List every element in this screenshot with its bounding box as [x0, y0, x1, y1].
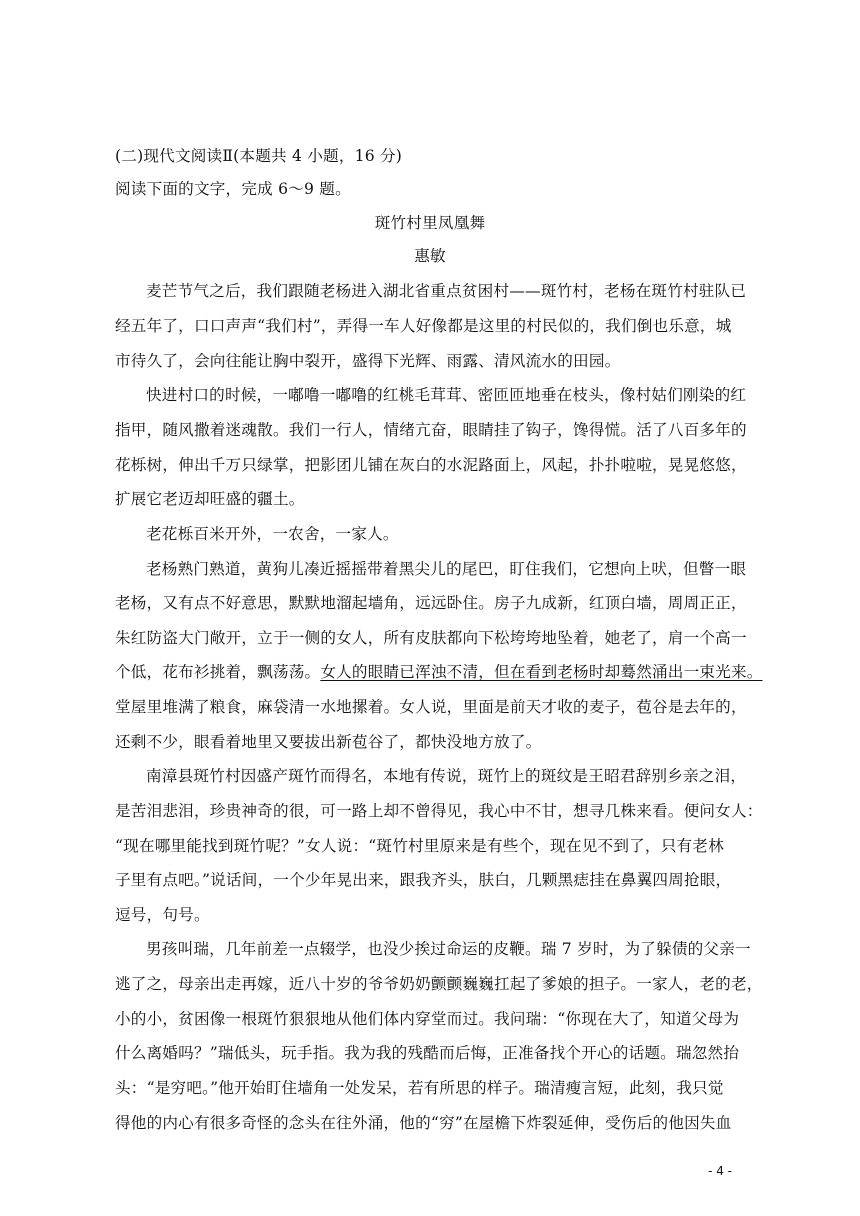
text-line: 花栎树，伸出千万只绿掌，把影团儿铺在灰白的水泥路面上，风起，扑扑啦啦，晃晃悠悠， [115, 456, 747, 474]
text-line: “现在哪里能找到斑竹呢？”女人说：“斑竹村里原来是有些个，现在见不到了，只有老林 [115, 837, 724, 855]
text-line: 什么离婚吗？”瑞低头，玩手指。我为我的残酷而后悔，正准备找个开心的话题。瑞忽然抬 [115, 1044, 740, 1062]
text-line: 市待久了，会向往能让胸中裂开，盛得下光辉、雨露、清风流水的田园。 [115, 352, 621, 370]
text-line: 指甲，随风撒着迷魂散。我们一行人，情绪亢奋，眼睛挂了钩子，馋得慌。活了八百多年的 [115, 421, 747, 439]
text-line: 还剩不少，眼看着地里又要拔出新苞谷了，都快没地方放了。 [115, 733, 542, 751]
underlined-sentence: 女人的眼睛已浑浊不清，但在看到老杨时却蓦然涌出一束光来。 [320, 663, 763, 681]
text-line: 扩展它老迈却旺盛的疆土。 [115, 490, 305, 508]
text-segment: 个低，花布衫挑着，飘荡荡。 [115, 663, 321, 681]
text-line: 麦芒节气之后，我们跟随老杨进入湖北省重点贫困村——斑竹村，老杨在斑竹村驻队已 [146, 282, 747, 300]
article-title: 斑竹村里凤凰舞 [374, 214, 486, 232]
text-line: 老花栎百米开外，一农舍，一家人。 [146, 525, 399, 543]
text-line [115, 662, 763, 682]
text-line: 子里有点吧。”说话间，一个少年晃出来，跟我齐头，肤白，几颗黑痣挂在鼻翼四周抢眼， [115, 871, 732, 889]
page-number: - 4 - [708, 1164, 732, 1178]
author: 惠敏 [414, 247, 446, 265]
text-line: 老杨熟门熟道，黄狗儿凑近摇摇带着黑尖儿的尾巴，盯住我们，它想向上吠，但瞥一眼 [146, 560, 747, 578]
text-line: 小的小，贫困像一根斑竹狠狠地从他们体内穿堂而过。我问瑞：“你现在大了，知道父母为 [115, 1010, 740, 1028]
text-line: 逗号，句号。 [115, 906, 210, 924]
text-line: 得他的内心有很多奇怪的念头在往外涌，他的“穷”在屋檐下炸裂延伸，受伤后的他因失血 [115, 1114, 732, 1132]
text-line: 朱红防盗大门敞开，立于一侧的女人，所有皮肤都向下松垮垮地坠着，她老了，肩一个高一 [115, 629, 747, 647]
text-line: 逃了之，母亲出走再嫁，近八十岁的爷爷奶奶颤颤巍巍扛起了爹娘的担子。一家人，老的老， [115, 975, 763, 993]
text-line: 快进村口的时候，一嘟噜一嘟噜的红桃毛茸茸、密匝匝地垂在枝头，像村姑们刚染的红 [146, 386, 747, 404]
text-line: 老杨，又有点不好意思，默默地溜起墙角，远远卧住。房子九成新，红顶白墙，周周正正， [115, 594, 747, 612]
section-heading: (二)现代文阅读Ⅱ(本题共 4 小题，16 分) [115, 147, 403, 165]
instruction: 阅读下面的文字，完成 6～9 题。 [115, 180, 351, 198]
text-line: 堂屋里堆满了粮食，麻袋清一水地摞着。女人说，里面是前天才收的麦子，苞谷是去年的， [115, 698, 747, 716]
text-line: 男孩叫瑞，几年前差一点辍学，也没少挨过命运的皮鞭。瑞 7 岁时，为了躲债的父亲一 [146, 940, 751, 958]
text-line: 是苦泪悲泪，珍贵神奇的很，可一路上却不曾得见，我心中不甘，想寻几株来看。便问女人： [115, 802, 763, 820]
text-line: 经五年了，口口声声“我们村”，弄得一车人好像都是这里的村民似的，我们倒也乐意，城 [115, 317, 732, 335]
text-line: 南漳县斑竹村因盛产斑竹而得名，本地有传说，斑竹上的斑纹是王昭君辞别乡亲之泪， [146, 767, 747, 785]
text-line: 头：“是穷吧。”他开始盯住墙角一处发呆，若有所思的样子。瑞清瘦言短，此刻，我只觉 [115, 1079, 724, 1097]
